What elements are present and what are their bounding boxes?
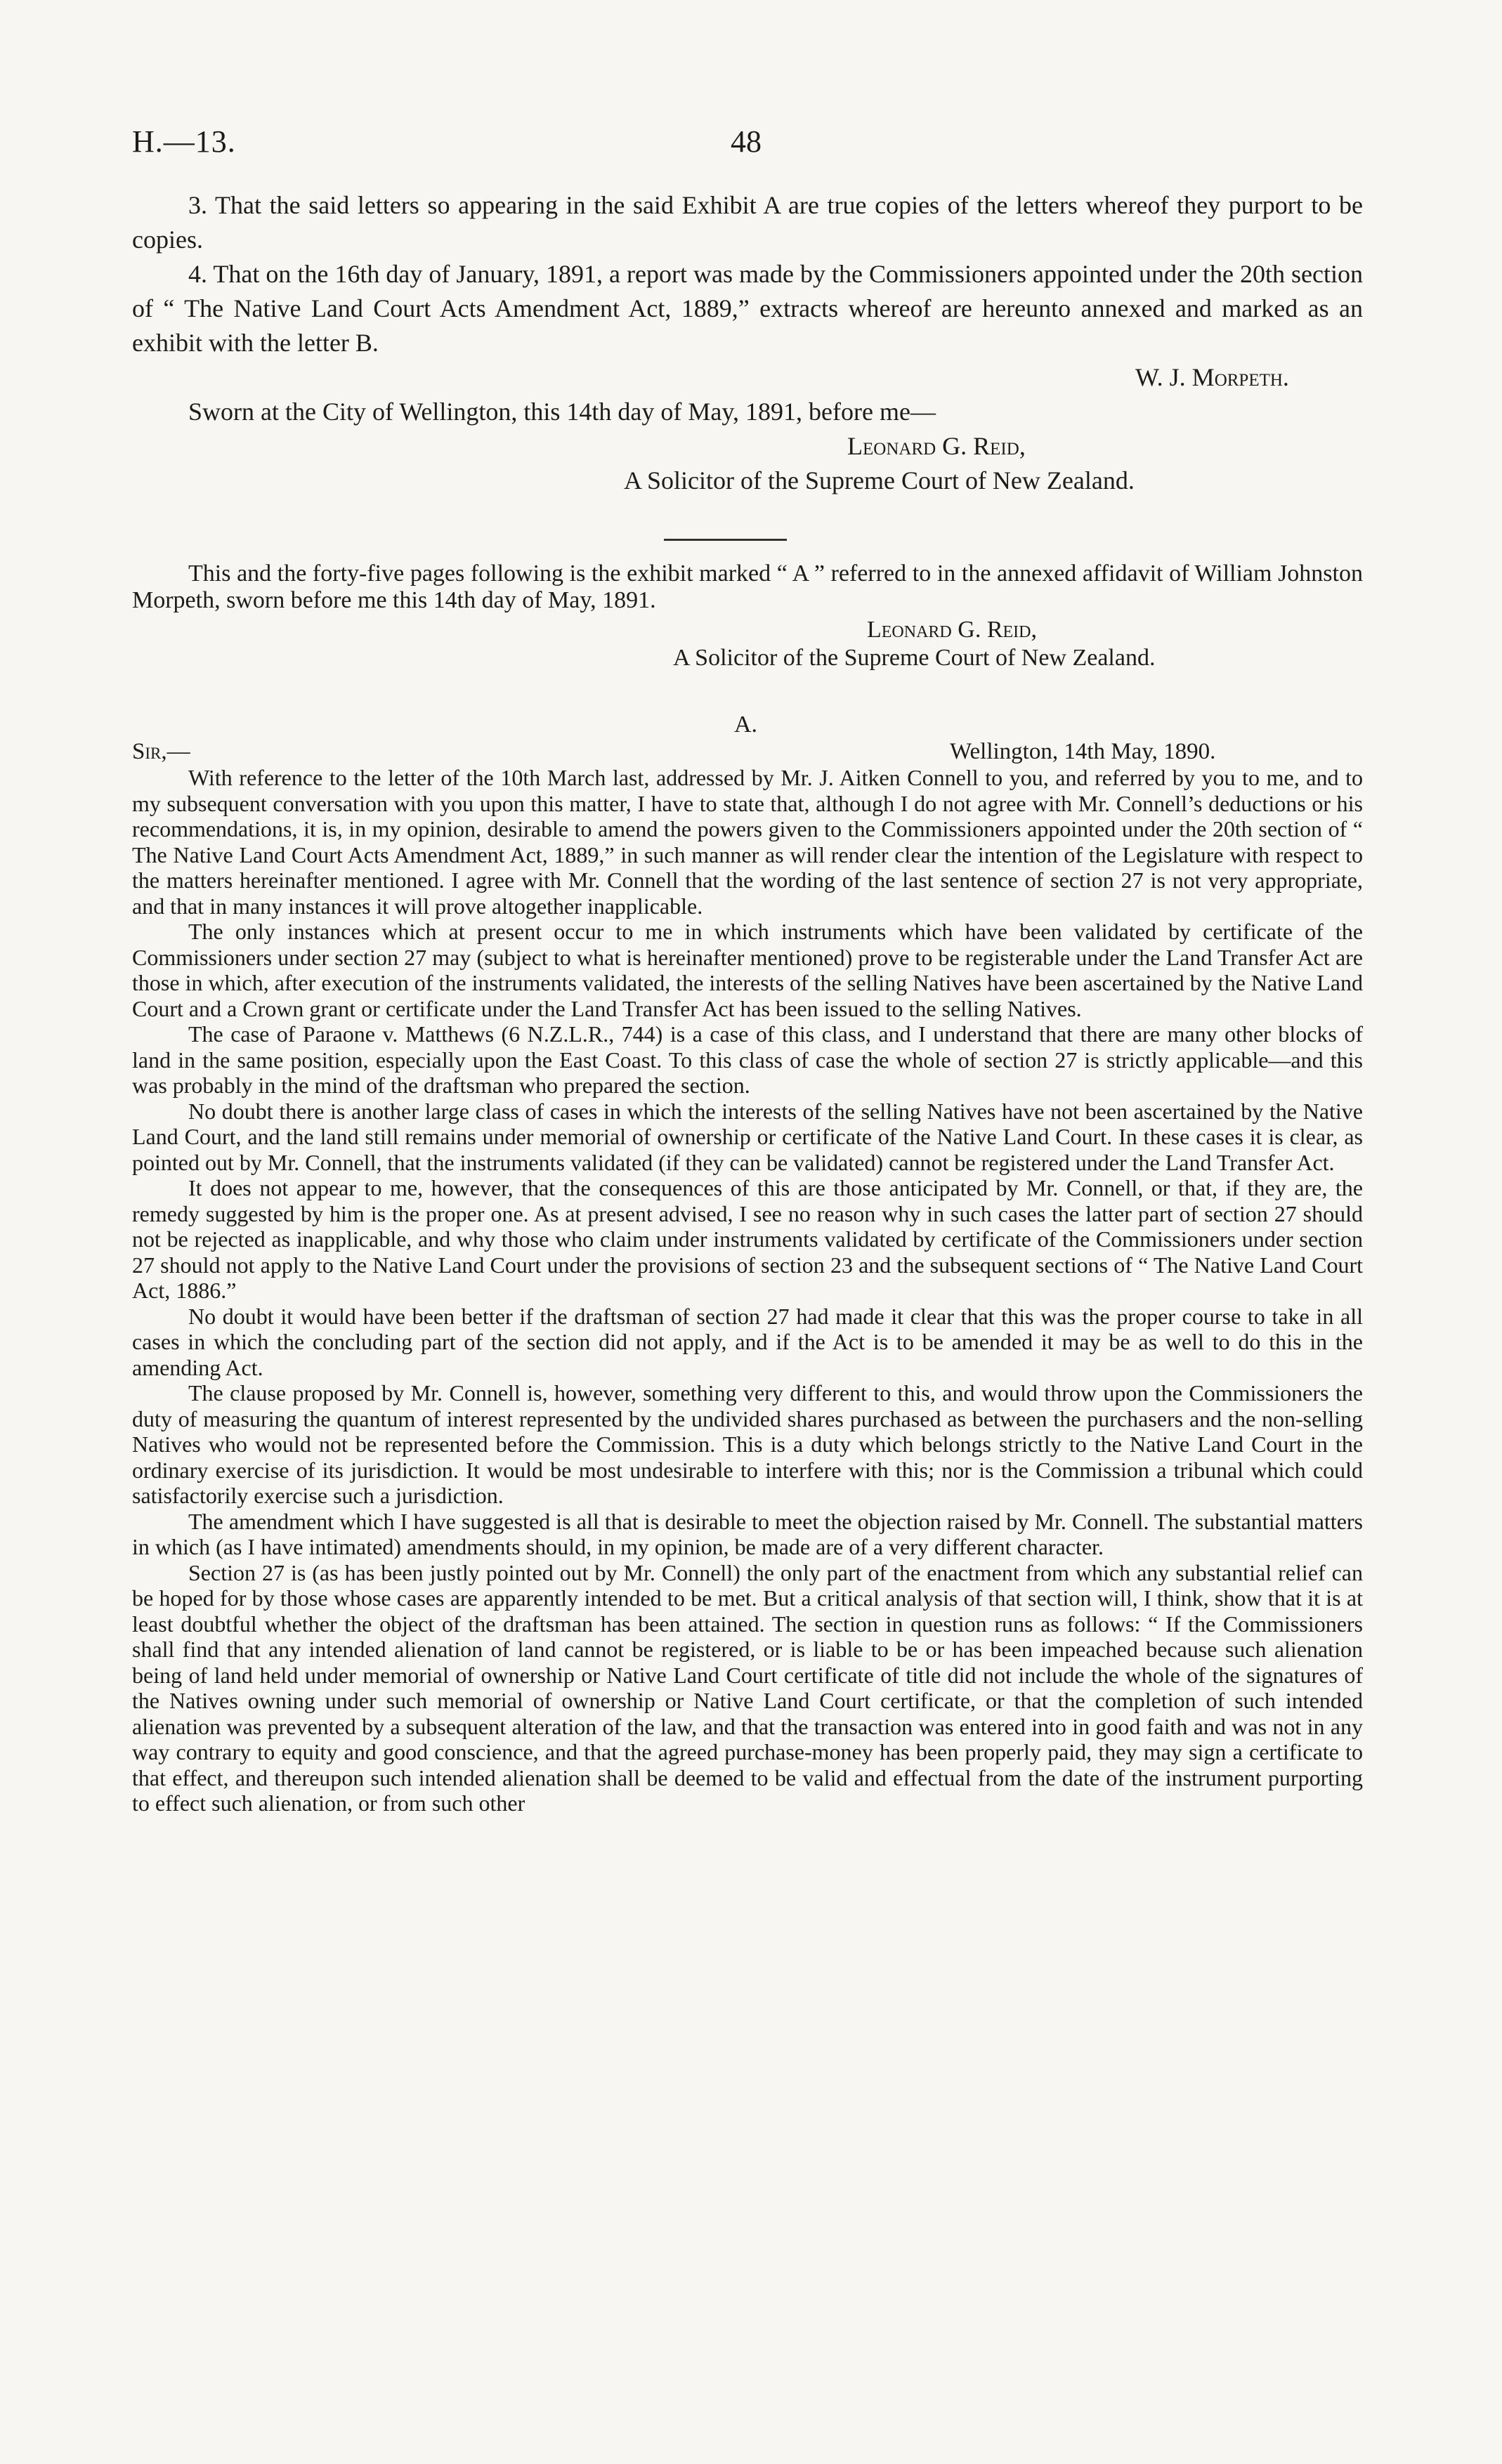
- letter-paragraph: Section 27 is (as has been justly pointed out by Mr. Connell) the only part of the enactment from which any substantial relief can be hoped for by those whose cases are apparently intended to be met. But a critical analysis of that section will, I think, show that it is at least doubtful whether the object of the draftsman has been attained. The section in question runs as follows: “ If the Commissioners shall find that any intended alienation of land cannot be registered, or is liable to be or has been impeached because such alienation being of land held under memorial of ownership or Native Land Court certificate of title did not include the whole of the signatures of the Natives owning under such memorial of ownership or Native Land Court certificate, or that the completion of such intended alienation was prevented by a subsequent alteration of the law, and that the transaction was entered into in good faith and was not in any way contrary to equity and good conscience, and that the agreed purchase-money has been properly paid, they may sign a certificate to that effect, and thereupon such intended alienation shall be deemed to be valid and effectual from the date of the instrument purporting to effect such alienation, or from such other: [132, 1559, 1363, 1816]
- letter-body: [132, 765, 1363, 1816]
- witness-title: A Solicitor of the Supreme Court of New Zealand.: [624, 466, 1135, 494]
- letter-paragraph: The case of Paraone v. Matthews (6 N.Z.L.R., 744) is a case of this class, and I understand that there are many other blocks of land in the same position, especially upon the East Coast. To this class of case the whole of section 27 is strictly applicable—and this was probably in the mind of the draftsman who prepared the section.: [132, 1021, 1363, 1098]
- exhibit-note-title: A Solicitor of the Supreme Court of New Zealand.: [673, 645, 1156, 671]
- exhibit-note-name: Leonard G. Reid,: [867, 617, 1037, 643]
- exhibit-note: [132, 561, 1363, 614]
- letter-paragraph: The clause proposed by Mr. Connell is, however, something very different to this, and would throw upon the Commissioners the duty of measuring the quantum of interest represented by the undivided shares purchased as between the purchasers and the non-selling Natives who would not be represented before the Commission. This is a duty which belongs strictly to the Native Land Court in the ordinary exercise of its jurisdiction. It would be most undesirable to interfere with this; nor is the Commission a tribunal which could satisfactorily exercise such a jurisdiction.: [132, 1380, 1363, 1508]
- page-number: 48: [731, 124, 762, 159]
- sworn-statement: Sworn at the City of Wellington, this 14th day of May, 1891, before me—: [188, 398, 936, 426]
- affidavit-paragraph-3: 3. That the said letters so appearing in the said Exhibit A are true copies of the letters whereof they purport to be copies.: [132, 191, 1363, 254]
- letter-paragraph: The only instances which at present occur to me in which instruments which have been validated by certificate of the Commissioners under section 27 may (subject to what is hereinafter mentioned) prove to be registerable under the Land Transfer Act are those in which, after execution of the instruments validated, the interests of the selling Natives have been ascertained by the Native Land Court and a Crown grant or certificate under the Land Transfer Act has been issued to the selling Natives.: [132, 919, 1363, 1021]
- letter-paragraph: With reference to the letter of the 10th March last, addressed by Mr. J. Aitken Connell to you, and referred by you to me, and to my subsequent conversation with you upon this matter, I have to state that, although I do not agree with Mr. Connell’s deductions or his recommendations, it is, in my opinion, desirable to amend the powers given to the Commissioners appointed under the 20th section of “ The Native Land Court Acts Amendment Act, 1889,” in such manner as will render clear the intention of the Legislature with respect to the matters hereinafter mentioned. I agree with Mr. Connell that the wording of the last sentence of section 27 is not very appropriate, and that in many instances it will prove altogether inapplicable.: [132, 765, 1363, 919]
- letter-paragraph: The amendment which I have suggested is all that is desirable to meet the objection raised by Mr. Connell. The substantial matters in which (as I have intimated) amendments should, in my opinion, be made are of a very different character.: [132, 1508, 1363, 1559]
- report-reference: H.—13.: [132, 124, 236, 159]
- letter-paragraph: No doubt there is another large class of cases in which the interests of the selling Natives have not been ascertained by the Native Land Court, and the land still remains under memorial of ownership or certificate of the Native Land Court. In these cases it is clear, as pointed out by Mr. Connell, that the instruments validated (if they can be validated) cannot be registered under the Land Transfer Act.: [132, 1098, 1363, 1175]
- letter-place-date: Wellington, 14th May, 1890.: [950, 739, 1216, 764]
- witness-name: Leonard G. Reid,: [847, 432, 1026, 460]
- affidavit-paragraph-4: 4. That on the 16th day of January, 1891, a report was made by the Commissioners appointed under the 20th section of “ The Native Land Court Acts Amendment Act, 1889,” extracts whereof are hereunto annexed and marked as an exhibit with the letter B.: [132, 260, 1363, 357]
- affidavit-body: [132, 188, 1363, 360]
- section-divider: [664, 539, 787, 541]
- letter-salutation: Sir,—: [132, 739, 190, 764]
- exhibit-heading: A.: [734, 712, 758, 738]
- letter-paragraph: No doubt it would have been better if the draftsman of section 27 had made it clear that this was the proper course to take in all cases in which the concluding part of the section did not apply, and if the Act is to be amended it may be as well to do this in the amending Act.: [132, 1303, 1363, 1380]
- deponent-signature: W. J. Morpeth.: [1135, 363, 1289, 391]
- exhibit-note-text: This and the forty-five pages following is the exhibit marked “ A ” referred to in the annexed affidavit of William Johnston Morpeth, sworn before me this 14th day of May, 1891.: [132, 561, 1363, 613]
- letter-paragraph: It does not appear to me, however, that the consequences of this are those anticipated by Mr. Connell, or that, if they are, the remedy suggested by him is the proper one. As at present advised, I see no reason why in such cases the latter part of section 27 should not be rejected as inapplicable, and why those who claim under instruments validated by certificate of the Commissioners under section 27 should not apply to the Native Land Court under the provisions of section 23 and the subsequent sections of “ The Native Land Court Act, 1886.”: [132, 1175, 1363, 1303]
